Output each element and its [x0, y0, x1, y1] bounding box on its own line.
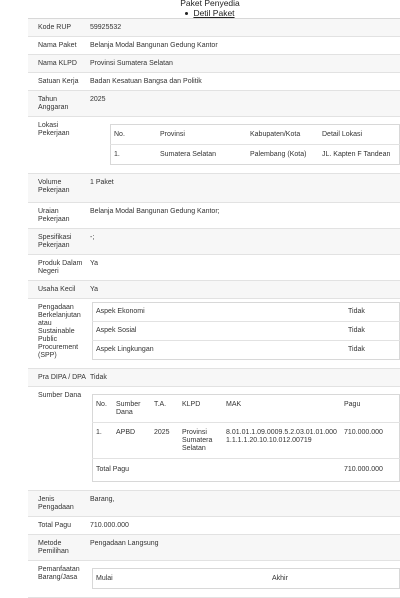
- lokasi-table: [110, 124, 400, 165]
- table-cell: Aspek Sosial: [93, 322, 346, 341]
- row-metode-pemilihan: [28, 535, 400, 561]
- column-header: MAK: [226, 401, 242, 408]
- table-cell: Palembang (Kota): [247, 145, 319, 165]
- row-produk-dalam-negeri: [28, 255, 400, 281]
- field-label: Tahun Anggaran: [38, 96, 69, 111]
- table-cell: 710.000.000: [341, 423, 400, 459]
- table-cell: JL. Kapten F Tandean: [319, 145, 400, 165]
- field-label: Metode Pemilihan: [38, 540, 69, 555]
- table-cell: Aspek Ekonomi: [93, 303, 346, 322]
- tab-detil-paket[interactable]: Detil Paket: [193, 8, 235, 18]
- package-detail-table: [28, 18, 400, 598]
- sumber-dana-table: [92, 394, 400, 482]
- row-nama-paket: [28, 37, 400, 55]
- row-pra-dipa: [28, 369, 400, 387]
- total-value: 710.000.000: [341, 459, 400, 482]
- metode-value: Pengadaan Langsung: [90, 540, 159, 547]
- total-pagu-value: 710.000.000: [90, 522, 129, 529]
- spp-table: [92, 302, 400, 360]
- pra-dipa-value: Tidak: [90, 374, 107, 381]
- table-row: [93, 303, 400, 322]
- uraian-value: Belanja Modal Bangunan Gedung Kantor;: [90, 208, 220, 215]
- field-label: Satuan Kerja: [38, 78, 79, 85]
- row-pemanfaatan: [28, 561, 400, 598]
- column-header: Sumber Dana: [116, 401, 141, 416]
- field-label: Pra DIPA / DPA: [38, 374, 86, 381]
- table-cell: Tidak: [348, 346, 365, 353]
- table-cell: Aspek Lingkungan: [96, 346, 154, 353]
- column-header: Kabupaten/Kota: [250, 131, 301, 138]
- kode-rup-value: 59925532: [90, 24, 122, 31]
- table-row: [93, 423, 400, 459]
- tahun-anggaran-value: 2025: [90, 96, 106, 103]
- table-cell: APBD: [113, 423, 151, 459]
- field-label: Uraian Pekerjaan: [38, 208, 70, 223]
- row-spesifikasi-pekerjaan: [28, 229, 400, 255]
- table-cell: 1.: [93, 423, 114, 459]
- field-label: Produk Dalam Negeri: [38, 260, 83, 275]
- row-volume-pekerjaan: [28, 174, 400, 203]
- row-nama-klpd: [28, 55, 400, 73]
- field-label: Spesifikasi Pekerjaan: [38, 234, 72, 249]
- field-label: Usaha Kecil: [38, 286, 76, 293]
- field-label: Lokasi Pekerjaan: [38, 122, 70, 137]
- field-label: Pengadaan Berkelanjutan atau Sustainable Public Procurement (SPP): [38, 304, 81, 359]
- table-cell: Provinsi Sumatera Selatan: [179, 423, 223, 459]
- row-uraian-pekerjaan: [28, 203, 400, 229]
- field-label: Kode RUP: [38, 24, 72, 31]
- field-label: Nama Paket: [38, 42, 77, 49]
- field-label: Total Pagu: [38, 522, 72, 529]
- row-jenis-pengadaan: [28, 491, 400, 517]
- column-header: Detail Lokasi: [322, 131, 363, 138]
- satuan-kerja-value: Badan Kesatuan Bangsa dan Politik: [90, 78, 202, 85]
- table-cell: 1.: [111, 145, 158, 165]
- row-usaha-kecil: [28, 281, 400, 299]
- volume-value: 1 Paket: [90, 179, 114, 186]
- table-row: [111, 145, 400, 165]
- row-tahun-anggaran: [28, 91, 400, 117]
- table-cell: Tidak: [345, 322, 400, 341]
- spesifikasi-value: -;: [90, 234, 95, 241]
- field-label: Pemanfaatan Barang/Jasa: [38, 566, 80, 581]
- field-label: Jenis Pengadaan: [38, 496, 74, 511]
- pemanfaatan-table: [92, 568, 400, 589]
- nama-paket-value: Belanja Modal Bangunan Gedung Kantor: [90, 42, 218, 49]
- page-title: Paket Penyedia: [180, 0, 240, 8]
- total-label: Total Pagu: [93, 459, 342, 482]
- column-header: No.: [114, 131, 125, 138]
- row-lokasi-pekerjaan: [28, 117, 400, 174]
- total-row: [93, 459, 400, 482]
- table-row: [93, 322, 400, 341]
- nama-klpd-value: Provinsi Sumatera Selatan: [90, 60, 173, 67]
- column-header: Provinsi: [160, 131, 185, 138]
- table-cell: Tidak: [345, 303, 400, 322]
- row-spp: [28, 299, 400, 369]
- row-sumber-dana: [28, 387, 400, 491]
- column-header: Akhir: [272, 575, 288, 582]
- field-label: Volume Pekerjaan: [38, 179, 70, 194]
- table-row: [93, 341, 400, 360]
- table-cell: Sumatera Selatan: [157, 145, 247, 165]
- column-header: T.A.: [154, 401, 167, 408]
- jenis-pengadaan-value: Barang,: [90, 496, 115, 503]
- field-label: Nama KLPD: [38, 60, 77, 67]
- produk-dalam-negeri-value: Ya: [90, 260, 99, 267]
- column-header: Pagu: [344, 401, 361, 408]
- bullet-icon: [185, 12, 188, 15]
- column-header: No.: [96, 401, 107, 408]
- row-total-pagu: [28, 517, 400, 535]
- column-header: Mulai: [96, 575, 113, 582]
- tab-list: [0, 8, 400, 18]
- table-cell: 2025: [151, 423, 179, 459]
- usaha-kecil-value: Ya: [90, 286, 99, 293]
- column-header: KLPD: [182, 401, 201, 408]
- row-kode-rup: [28, 19, 400, 37]
- row-satuan-kerja: [28, 73, 400, 91]
- table-cell: 8.01.01.1.09.0009.5.2.03.01.01.0001.1.1.1.20.10.10.012.00719: [223, 423, 341, 459]
- field-label: Sumber Dana: [38, 392, 82, 399]
